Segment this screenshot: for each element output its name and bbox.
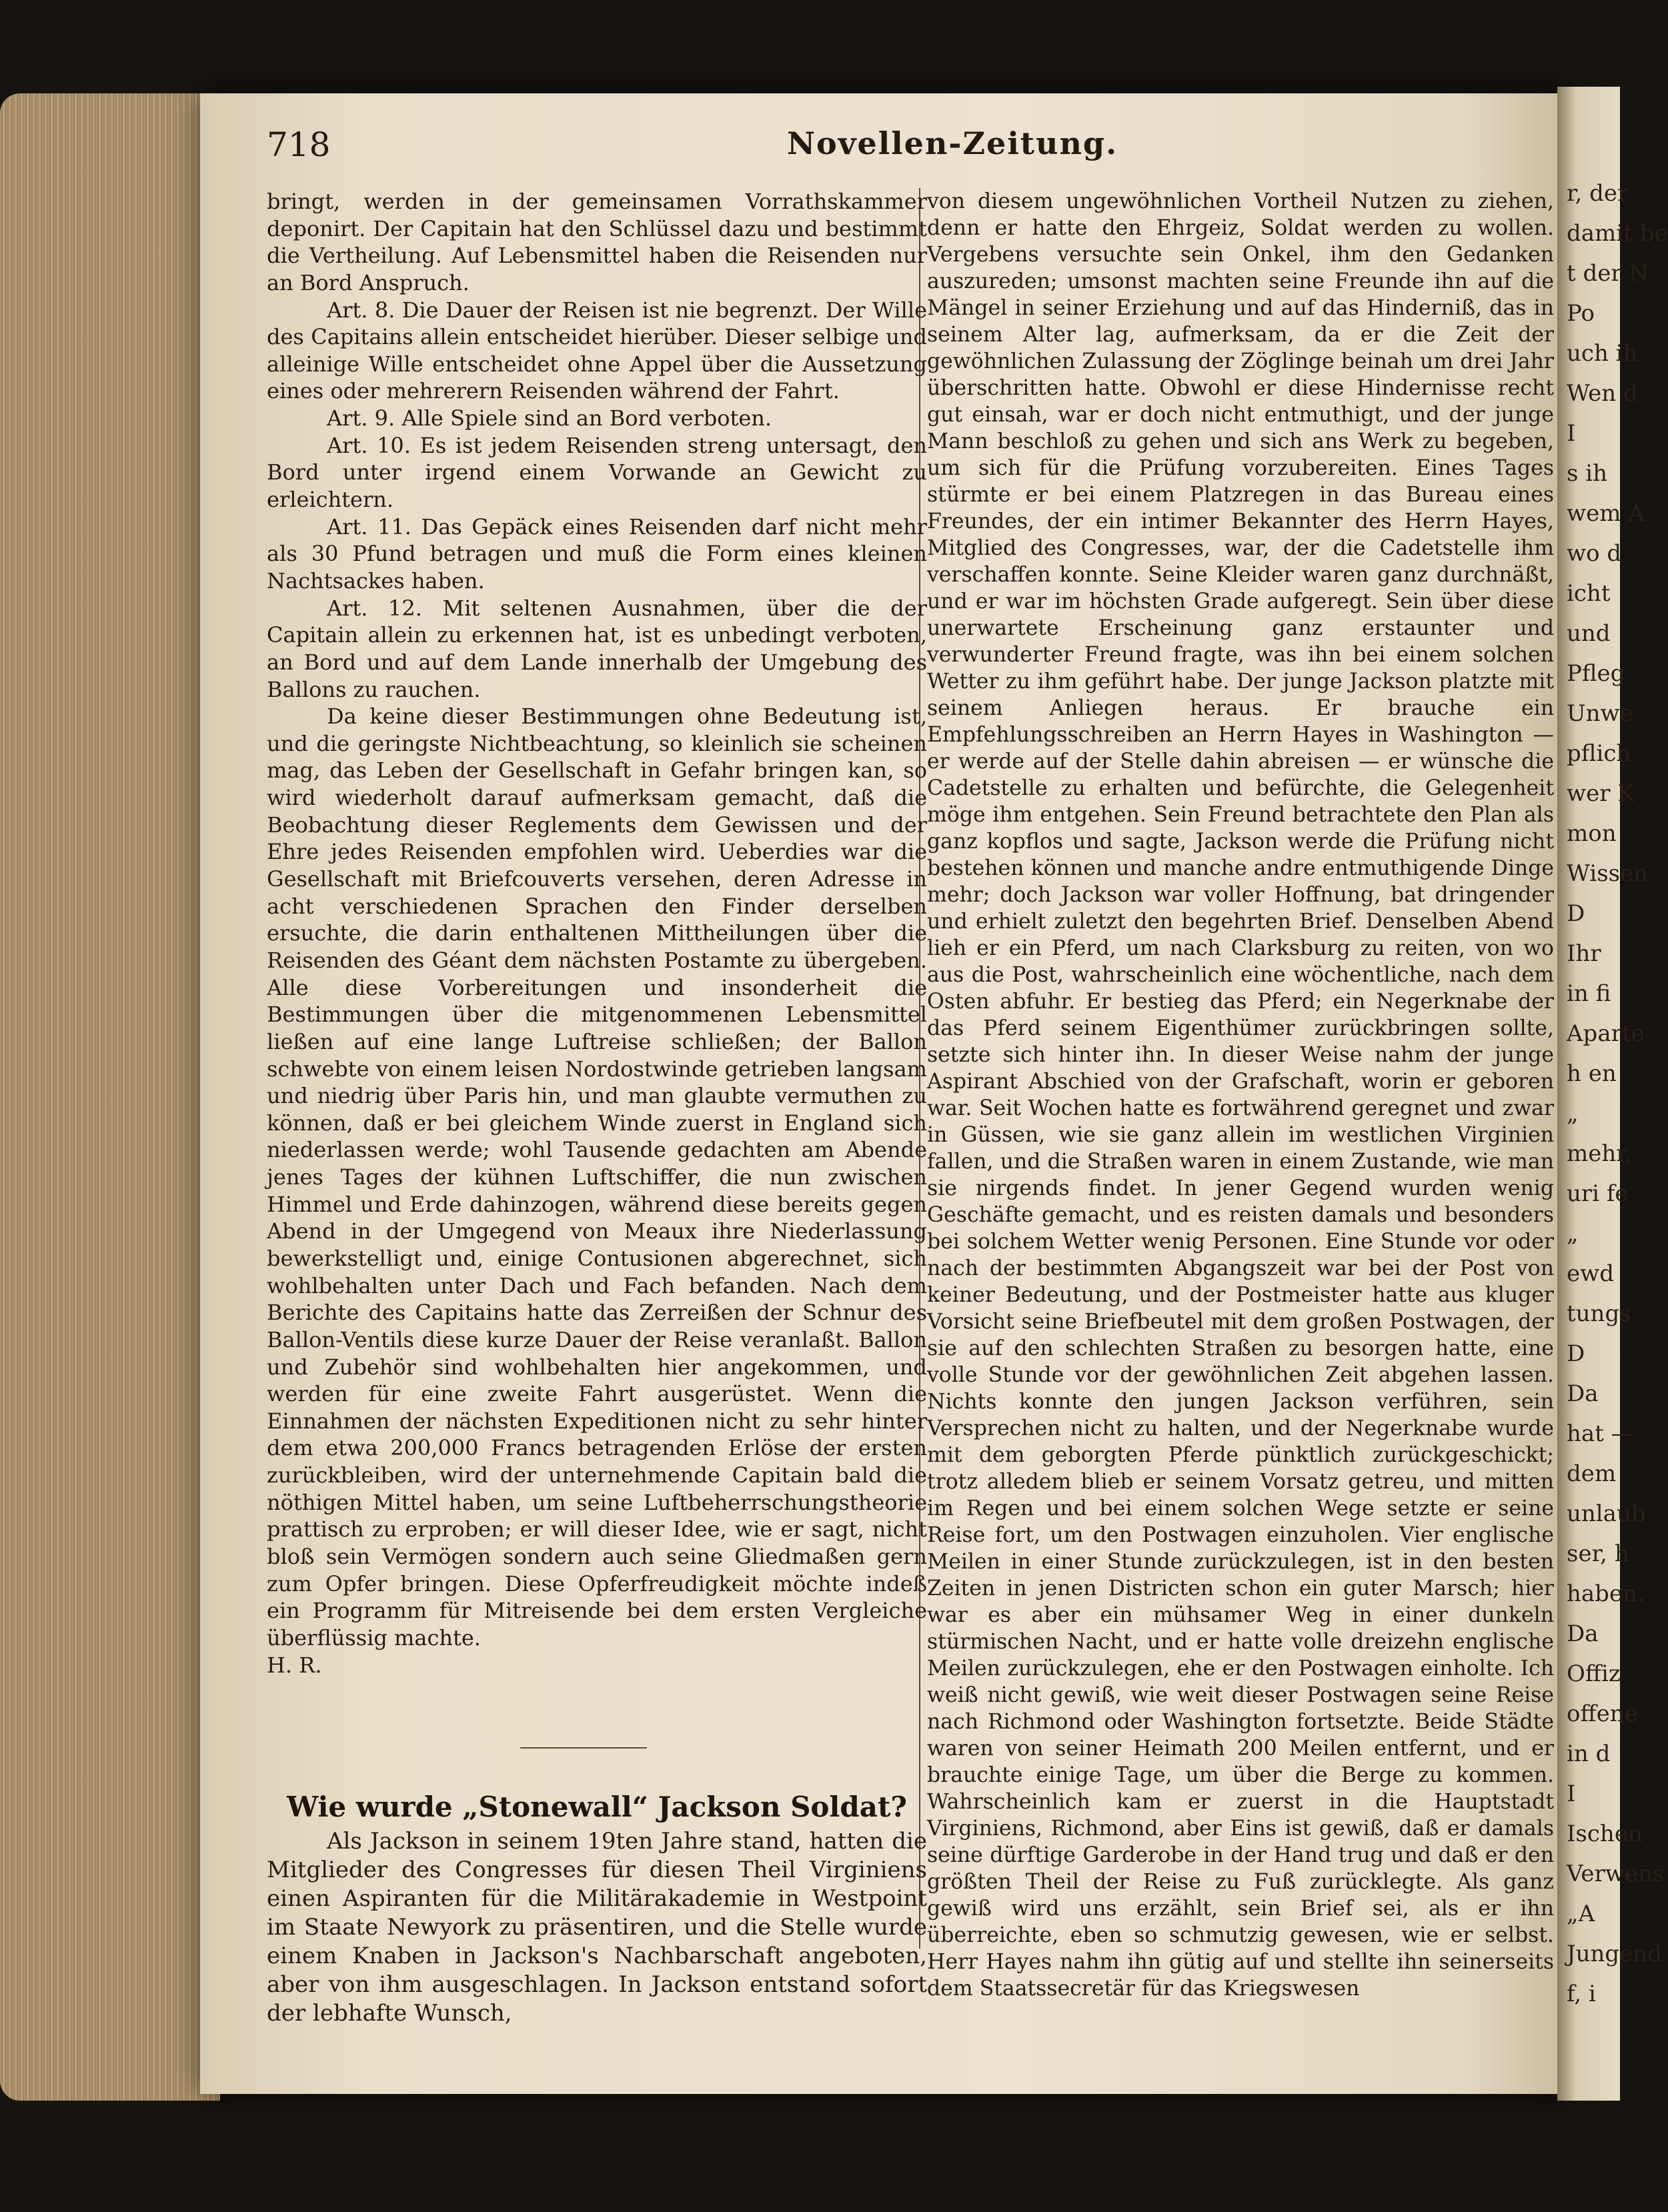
next-page-edge bbox=[1557, 87, 1668, 2101]
paragraph: Da keine dieser Bestimmungen ohne Bedeutung ist, und die geringste Nichtbeachtung, so kleinlich sie scheinen mag, das Leben der Gesellschaft in Gefahr bringen kan, so wird wiederholt darauf aufmerksam gemacht, daß die Beobachtung dieser Reglements dem Gewissen und der Ehre jedes Reisenden empfohlen wird. Ueberdies war die Gesellschaft mit Briefcouverts versehen, deren Adresse in acht verschiedenen Sprachen den Finder derselben ersuchte, die darin enthaltenen Mittheilungen über die Reisenden des Géant dem nächsten Postamte zu übergeben. Alle diese Vorbereitungen und insonderheit die Bestimmungen über die mitgenommenen Lebensmittel ließen auf eine lange Luftreise schließen; der Ballon schwebte von einem leisen Nordostwinde getrieben langsam und niedrig über Paris hin, und man glaubte vermuthen zu können, daß er bei gleichem Winde zuerst in England sich niederlassen werde; wohl Tausende gedachten am Abende jenes Tages der kühnen Luftschiffer, die nun zwischen Himmel und Erde dahinzogen, während diese bereits gegen Abend in der Umgegend von Meaux ihre Niederlassung bewerkstelligt und, einige Contusionen abgerechnet, sich wohlbehalten unter Dach und Fach befanden. Nach dem Berichte des Capitains hatte das Zerreißen der Schnur des Ballon-Ventils diese kurze Dauer der Reise veranlaßt. Ballon und Zubehör sind wohlbehalten hier angekommen, und werden für eine zweite Fahrt ausgerüstet. Wenn die Einnahmen der nächsten Expeditionen nicht zu sehr hinter dem etwa 200,000 Francs betragenden Erlöse der ersten zurückbleiben, wird der unternehmende Capitain bald die nöthigen Mittel haben, um seine Luftbeherrschungstheorie prattisch zu erproben; er will dieser Idee, wie er sagt, nicht bloß sein Vermögen sondern auch seine Gliedmaßen gern zum Opfer bringen. Diese Opferfreudigkeit möchte indeß ein Programm für Mitreisende bei dem ersten Vergleiche überflüssig machte. bbox=[267, 704, 927, 1650]
next-page-fragment: „ bbox=[1567, 1220, 1579, 1247]
running-head: Novellen-Zeitung. bbox=[787, 125, 1118, 161]
next-page-fragment: Unwe bbox=[1567, 700, 1633, 727]
paragraph: Art. 11. Das Gepäck eines Reisenden darf nicht mehr als 30 Pfund betragen und muß die Form eines kleinen Nachtsackes haben. bbox=[267, 513, 927, 594]
next-page-fragment: D bbox=[1567, 900, 1585, 927]
next-page-fragment: wem A bbox=[1567, 500, 1645, 527]
next-page-fragment: offene bbox=[1567, 1701, 1638, 1727]
next-page-fragment: uri fe bbox=[1567, 1180, 1629, 1207]
article-start bbox=[267, 1827, 927, 2028]
next-page-fragment: Ischen bbox=[1567, 1821, 1643, 1847]
next-page-fragment: in d bbox=[1567, 1741, 1611, 1767]
next-page-fragment: ser, h bbox=[1567, 1540, 1629, 1567]
next-page-fragment: mon bbox=[1567, 820, 1617, 847]
next-page-fragment: s ih bbox=[1567, 460, 1608, 487]
next-page-fragment: Offiz bbox=[1567, 1661, 1621, 1687]
next-page-fragment: tungs bbox=[1567, 1300, 1631, 1327]
paragraph: Art. 10. Es ist jedem Reisenden streng untersagt, den Bord unter irgend einem Vorwande an Gewicht zu erleichtern. bbox=[267, 432, 927, 513]
next-page-fragment: uch ih bbox=[1567, 340, 1638, 367]
next-page-fragment: Da bbox=[1567, 1380, 1599, 1407]
next-page-fragment: in fi bbox=[1567, 980, 1611, 1007]
next-page-fragment: hat — bbox=[1567, 1420, 1634, 1447]
next-page-fragment: I bbox=[1567, 1781, 1576, 1807]
next-page-fragment: Aparte bbox=[1567, 1020, 1645, 1047]
next-page-fragment: wo d bbox=[1567, 540, 1622, 567]
right-column bbox=[927, 188, 1554, 2002]
next-page-fragment: unlaub bbox=[1567, 1500, 1646, 1527]
left-column bbox=[267, 188, 927, 1679]
next-page-fragment: mehr, bbox=[1567, 1140, 1632, 1167]
next-page-fragment: ewd bbox=[1567, 1260, 1614, 1287]
next-page-fragment: dem bbox=[1567, 1460, 1617, 1487]
next-page-fragment: Da bbox=[1567, 1620, 1599, 1647]
next-page-fragment: f, i bbox=[1567, 1981, 1596, 2007]
next-page-fragment: icht bbox=[1567, 580, 1611, 607]
signature: H. R. bbox=[267, 1652, 322, 1678]
next-page-fragment: r, der bbox=[1567, 180, 1629, 207]
paragraph: Art. 9. Alle Spiele sind an Bord verboten. bbox=[327, 405, 772, 431]
paragraph: Art. 12. Mit seltenen Ausnahmen, über die der Capitain allein zu erkennen hat, ist es unbedingt verboten, an Bord und auf dem Lande innerhalb der Umgebung des Ballons zu rauchen. bbox=[267, 595, 927, 702]
next-page-fragment: I bbox=[1567, 420, 1576, 447]
article-heading: Wie wurde „Stonewall“ Jackson Soldat? bbox=[287, 1791, 907, 1823]
next-page-fragment: Verwens bbox=[1567, 1861, 1665, 1887]
next-page-fragment: damit be bbox=[1567, 220, 1668, 247]
next-page-fragment: Jungend bbox=[1567, 1941, 1662, 1967]
next-page-fragment: h en bbox=[1567, 1060, 1617, 1087]
next-page-fragment: Po bbox=[1567, 300, 1595, 327]
paragraph: von diesem ungewöhnlichen Vortheil Nutzen zu ziehen, denn er hatte den Ehrgeiz, Soldat werden zu wollen. Vergebens versuchte sein Onkel, ihm den Gedanken auszureden; umsonst machten seine Freunde ihn auf die Mängel in seiner Erziehung und auf das Hinderniß, das in seinem Alter lag, aufmerksam, da er die Zeit der gewöhnlichen Zulassung der Zöglinge beinah um drei Jahr überschritten hatte. Obwohl er diese Hindernisse recht gut einsah, war er doch nicht entmuthigt, und der junge Mann beschloß zu gehen und sich ans Werk zu begeben, um sich für die Prüfung vorzubereiten. Eines Tages stürmte er bei einem Platzregen in das Bureau eines Freundes, der ein intimer Bekannter des Herrn Hayes, Mitglied des Congresses, war, der die Cadetstelle ihm verschaffen konnte. Seine Kleider waren ganz durchnäßt, und er war im höchsten Grade aufgeregt. Sein über diese unerwartete Erscheinung ganz erstaunter und verwunderter Freund fragte, was ihn bei einem solchen Wetter zu ihm geführt habe. Der junge Jackson platzte mit seinem Anliegen heraus. Er brauche ein Empfehlungsschreiben an Herrn Hayes in Washington — er werde auf der Stelle dahin abreisen — er wünsche die Cadetstelle zu erhalten und befürchte, die Gelegenheit möge ihm entgehen. Sein Freund betrachtete den Plan als ganz kopflos und sagte, Jackson werde die Prüfung nicht bestehen können und manche andre entmuthigende Dinge mehr; doch Jackson war voller Hoffnung, bat dringender und erhielt zuletzt den begehrten Brief. Denselben Abend lieh er ein Pferd, um nach Clarksburg zu reiten, von wo aus die Post, wahrscheinlich eine wöchentliche, nach dem Osten abfuhr. Er bestieg das Pferd; ein Negerknabe der das Pferd seinem Eigenthümer zurückbringen sollte, setzte sich hinter ihn. In dieser Weise nahm der junge Aspirant Abschied von der Grafschaft, worin er geboren war. Seit Wochen hatte es fortwährend geregnet und zwar in Güssen, wie sie ganz allein im westlichen Virginien fallen, und die Straßen waren in einem Zustande, wie man sie nirgends findet. In jener Gegend wurden wenig Geschäfte gemacht, und es reisten damals und besonders bei solchem Wetter wenig Personen. Eine Stunde vor oder nach der bestimmten Abgangszeit war bei der Post von keiner Bedeutung, und der Postmeister hatte aus kluger Vorsicht seine Briefbeutel mit dem großen Postwagen, der sie auf den schlechten Straßen zu besorgen hatte, eine volle Stunde vor der gewöhnlichen Zeit abgehen lassen. Nichts konnte den jungen Jackson verführen, sein Versprechen nicht zu halten, und der Negerknabe wurde mit dem geborgten Pferde pünktlich zurückgeschickt; trotz alledem blieb er seinem Vorsatz getreu, und mitten im Regen und bei einem solchen Wege setzte er seine Reise fort, um den Postwagen einzuholen. Vier englische Meilen in einer Stunde zurückzulegen, ist in den besten Zeiten in jenen Districten schon ein guter Marsch; hier war es aber ein mühsamer Weg in einer dunkeln stürmischen Nacht, und er hatte volle dreizehn englische Meilen zurückzulegen, ehe er den Postwagen einholte. Ich weiß nicht gewiß, wie weit dieser Postwagen seine Reise nach Richmond oder Washington fortsetzte. Beide Städte waren von seiner Heimath 200 Meilen entfernt, und er brauchte einige Tage, um über die Berge zu kommen. Wahrscheinlich kam er zuerst in die Hauptstadt Virginiens, Richmond, aber Eins ist gewiß, daß er damals seine dürftige Garderobe in der Hand trug und daß er den größten Theil der Reise zu Fuß zurücklegte. Als ganz gewiß wird uns erzählt, sein Brief sei, als er ihn überreichte, eben so schmutzig gewesen, wie er selbst. Herr Hayes nahm ihn gütig auf und stellte ihn seinerseits dem Staatssecretär für das Kriegswesen bbox=[927, 189, 1554, 2001]
page-number: 718 bbox=[267, 125, 331, 164]
next-page-fragment: Ihr bbox=[1567, 940, 1601, 967]
next-page-fragment: D bbox=[1567, 1340, 1585, 1367]
paragraph: Art. 8. Die Dauer der Reisen ist nie begrenzt. Der Wille des Capitains allein entscheidet hierüber. Dieser selbige und alleinige Wille entscheidet ohne Appel über die Aussetzung eines oder mehrerern Reisenden während der Fahrt. bbox=[267, 297, 927, 404]
page-edges-left bbox=[0, 93, 220, 2101]
paragraph: bringt, werden in der gemeinsamen Vorrathskammer deponirt. Der Capitain hat den Schlüssel dazu und bestimmt die Vertheilung. Auf Lebensmittel haben die Reisenden nur an Bord Anspruch. bbox=[267, 189, 927, 295]
next-page-fragment: pflich bbox=[1567, 740, 1631, 767]
next-page-fragment: Wissen bbox=[1567, 860, 1649, 887]
section-divider bbox=[520, 1747, 647, 1749]
paragraph: Als Jackson in seinem 19ten Jahre stand, hatten die Mitglieder des Congresses für diesen Theil Virginiens einen Aspiranten für die Militärakademie in Westpoint im Staate Newyork zu präsentiren, und die Stelle wurde einem Knaben in Jackson's Nachbarschaft angeboten, aber von ihm ausgeschlagen. In Jackson entstand sofort der lebhafte Wunsch, bbox=[267, 1828, 927, 2027]
next-page-fragment: Pfleg bbox=[1567, 660, 1625, 687]
next-page-fragment: Wen d bbox=[1567, 380, 1638, 407]
next-page-fragment: haben. bbox=[1567, 1580, 1645, 1607]
next-page-fragment: t der N bbox=[1567, 260, 1649, 287]
next-page-fragment: „A bbox=[1567, 1901, 1595, 1927]
next-page-fragment: und bbox=[1567, 620, 1611, 647]
next-page-fragment: wer K bbox=[1567, 780, 1635, 807]
next-page-fragment: „ bbox=[1567, 1100, 1579, 1127]
